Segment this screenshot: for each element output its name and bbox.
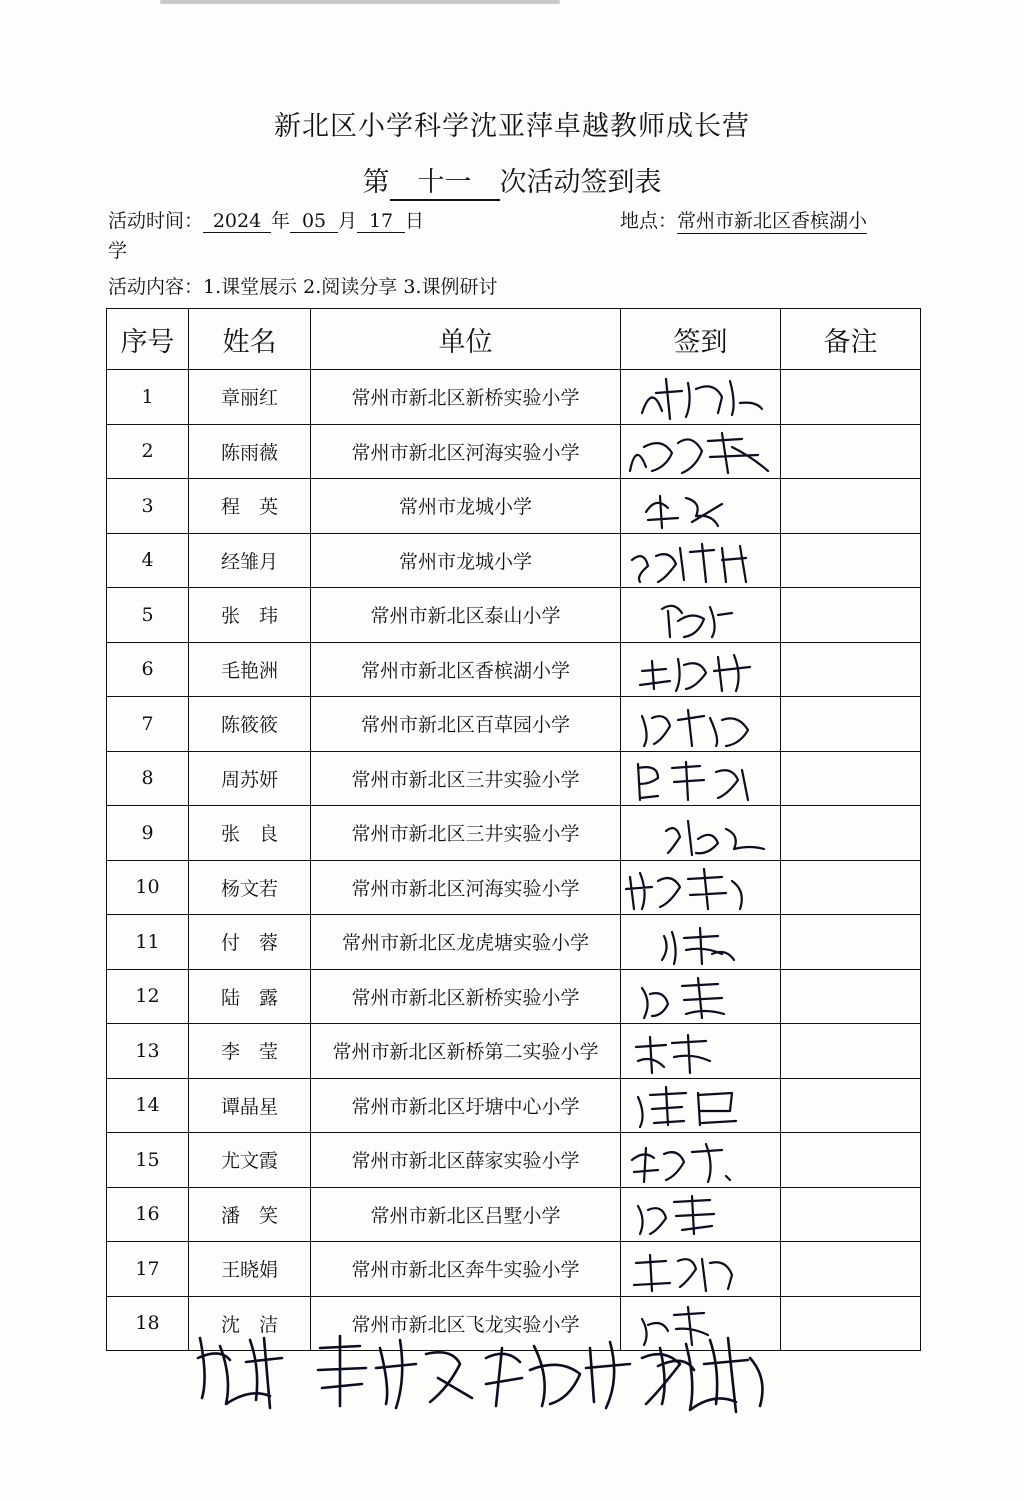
row-signature bbox=[621, 860, 781, 915]
handwritten-signature bbox=[622, 863, 772, 911]
place-value: 常州市新北区香槟湖小 bbox=[677, 206, 867, 234]
row-unit: 常州市新北区薛家实验小学 bbox=[311, 1133, 621, 1188]
page-subtitle bbox=[0, 160, 1024, 201]
row-number: 17 bbox=[107, 1242, 189, 1297]
row-number: 5 bbox=[107, 588, 189, 643]
row-remarks bbox=[781, 806, 921, 861]
row-signature bbox=[621, 1133, 781, 1188]
row-name: 沈 洁 bbox=[189, 1296, 311, 1351]
handwritten-signature bbox=[622, 700, 772, 748]
row-name: 周苏妍 bbox=[189, 751, 311, 806]
row-unit: 常州市新北区新桥实验小学 bbox=[311, 969, 621, 1024]
row-remarks bbox=[781, 1024, 921, 1079]
row-unit: 常州市新北区新桥第二实验小学 bbox=[311, 1024, 621, 1079]
row-remarks bbox=[781, 642, 921, 697]
month-value: 05 bbox=[290, 210, 338, 233]
handwritten-signature-footer bbox=[190, 1318, 790, 1418]
session-number: 十一 bbox=[390, 160, 500, 201]
table-row bbox=[107, 1024, 921, 1079]
table-row bbox=[107, 860, 921, 915]
row-signature bbox=[621, 1024, 781, 1079]
row-unit: 常州市新北区圩塘中心小学 bbox=[311, 1078, 621, 1133]
sign-in-table bbox=[106, 308, 921, 1351]
row-number: 7 bbox=[107, 697, 189, 752]
handwritten-signature bbox=[622, 754, 772, 802]
row-signature bbox=[621, 697, 781, 752]
year-unit: 年 bbox=[271, 210, 291, 232]
row-unit: 常州市新北区奔牛实验小学 bbox=[311, 1242, 621, 1297]
row-name: 谭晶星 bbox=[189, 1078, 311, 1133]
handwritten-signature bbox=[622, 536, 772, 584]
handwritten-signature bbox=[622, 1136, 772, 1184]
table-row bbox=[107, 1078, 921, 1133]
row-signature bbox=[621, 1078, 781, 1133]
handwritten-signature bbox=[622, 482, 772, 530]
row-signature bbox=[621, 588, 781, 643]
row-unit: 常州市新北区三井实验小学 bbox=[311, 751, 621, 806]
row-remarks bbox=[781, 1133, 921, 1188]
row-remarks bbox=[781, 697, 921, 752]
row-remarks bbox=[781, 479, 921, 534]
row-signature bbox=[621, 969, 781, 1024]
header-remarks: 备注 bbox=[781, 309, 921, 370]
activity-content bbox=[108, 272, 497, 299]
handwritten-signature bbox=[622, 373, 772, 421]
handwritten-signature bbox=[622, 645, 772, 693]
handwritten-signature bbox=[622, 918, 772, 966]
row-number: 1 bbox=[107, 370, 189, 425]
row-unit: 常州市新北区三井实验小学 bbox=[311, 806, 621, 861]
row-signature bbox=[621, 751, 781, 806]
handwritten-signature bbox=[622, 972, 772, 1020]
row-name: 张 玮 bbox=[189, 588, 311, 643]
handwritten-signature bbox=[622, 1245, 772, 1293]
header-no: 序号 bbox=[107, 309, 189, 370]
table-row bbox=[107, 1187, 921, 1242]
row-name: 经雏月 bbox=[189, 533, 311, 588]
handwritten-signature bbox=[622, 809, 772, 857]
row-number: 13 bbox=[107, 1024, 189, 1079]
header-unit: 单位 bbox=[311, 309, 621, 370]
table-row bbox=[107, 1133, 921, 1188]
row-name: 李 莹 bbox=[189, 1024, 311, 1079]
row-unit: 常州市新北区龙虎塘实验小学 bbox=[311, 915, 621, 970]
handwritten-signature bbox=[622, 427, 772, 475]
row-signature bbox=[621, 479, 781, 534]
table-row bbox=[107, 697, 921, 752]
row-number: 15 bbox=[107, 1133, 189, 1188]
row-remarks bbox=[781, 1187, 921, 1242]
row-number: 14 bbox=[107, 1078, 189, 1133]
row-remarks bbox=[781, 370, 921, 425]
page-title: 新北区小学科学沈亚萍卓越教师成长营 bbox=[274, 111, 750, 142]
row-signature bbox=[621, 424, 781, 479]
row-number: 10 bbox=[107, 860, 189, 915]
day-unit: 日 bbox=[405, 210, 425, 232]
table-header-row bbox=[107, 309, 921, 370]
place-label: 地点： bbox=[620, 210, 678, 232]
row-unit: 常州市新北区吕墅小学 bbox=[311, 1187, 621, 1242]
table-row bbox=[107, 1242, 921, 1297]
row-name: 程 英 bbox=[189, 479, 311, 534]
row-unit: 常州市新北区河海实验小学 bbox=[311, 424, 621, 479]
row-name: 毛艳洲 bbox=[189, 642, 311, 697]
table-row bbox=[107, 751, 921, 806]
table-row bbox=[107, 642, 921, 697]
row-name: 潘 笑 bbox=[189, 1187, 311, 1242]
row-remarks bbox=[781, 1296, 921, 1351]
row-number: 18 bbox=[107, 1296, 189, 1351]
day-value: 17 bbox=[357, 210, 405, 233]
row-unit: 常州市新北区香槟湖小学 bbox=[311, 642, 621, 697]
row-number: 9 bbox=[107, 806, 189, 861]
place-continuation: 学 bbox=[108, 240, 128, 262]
handwritten-signature bbox=[622, 1081, 772, 1129]
row-name: 尤文霞 bbox=[189, 1133, 311, 1188]
row-remarks bbox=[781, 424, 921, 479]
table-row bbox=[107, 479, 921, 534]
row-unit: 常州市新北区新桥实验小学 bbox=[311, 370, 621, 425]
scan-edge-mark bbox=[160, 0, 560, 4]
table-row bbox=[107, 588, 921, 643]
row-number: 11 bbox=[107, 915, 189, 970]
content-value: 1.课堂展示 2.阅读分享 3.课例研讨 bbox=[203, 276, 498, 298]
row-signature bbox=[621, 1242, 781, 1297]
row-signature bbox=[621, 370, 781, 425]
handwritten-signature bbox=[622, 1190, 772, 1238]
row-signature bbox=[621, 915, 781, 970]
row-signature bbox=[621, 806, 781, 861]
month-unit: 月 bbox=[338, 210, 358, 232]
row-signature bbox=[621, 533, 781, 588]
handwritten-signature bbox=[622, 1027, 772, 1075]
row-unit: 常州市新北区泰山小学 bbox=[311, 588, 621, 643]
header-name: 姓名 bbox=[189, 309, 311, 370]
row-name: 陆 露 bbox=[189, 969, 311, 1024]
row-number: 12 bbox=[107, 969, 189, 1024]
row-unit: 常州市新北区百草园小学 bbox=[311, 697, 621, 752]
row-name: 王晓娟 bbox=[189, 1242, 311, 1297]
year-value: 2024 bbox=[203, 210, 271, 233]
table-row bbox=[107, 533, 921, 588]
row-unit: 常州市新北区河海实验小学 bbox=[311, 860, 621, 915]
row-name: 杨文若 bbox=[189, 860, 311, 915]
row-remarks bbox=[781, 860, 921, 915]
row-signature bbox=[621, 1187, 781, 1242]
row-number: 16 bbox=[107, 1187, 189, 1242]
row-number: 6 bbox=[107, 642, 189, 697]
row-remarks bbox=[781, 533, 921, 588]
subtitle-prefix: 第 bbox=[362, 167, 390, 198]
table-row bbox=[107, 915, 921, 970]
row-unit: 常州市龙城小学 bbox=[311, 479, 621, 534]
row-unit: 常州市新北区飞龙实验小学 bbox=[311, 1296, 621, 1351]
handwritten-signature bbox=[622, 591, 772, 639]
row-remarks bbox=[781, 1242, 921, 1297]
row-name: 付 蓉 bbox=[189, 915, 311, 970]
row-number: 8 bbox=[107, 751, 189, 806]
row-number: 2 bbox=[107, 424, 189, 479]
row-name: 陈筱筱 bbox=[189, 697, 311, 752]
row-name: 陈雨薇 bbox=[189, 424, 311, 479]
row-number: 3 bbox=[107, 479, 189, 534]
activity-time bbox=[108, 206, 424, 233]
table-row bbox=[107, 806, 921, 861]
row-remarks bbox=[781, 588, 921, 643]
table-row bbox=[107, 370, 921, 425]
subtitle-suffix: 次活动签到表 bbox=[499, 167, 662, 198]
table-row bbox=[107, 424, 921, 479]
row-signature bbox=[621, 642, 781, 697]
row-remarks bbox=[781, 969, 921, 1024]
content-label: 活动内容： bbox=[108, 276, 204, 298]
row-remarks bbox=[781, 1078, 921, 1133]
row-number: 4 bbox=[107, 533, 189, 588]
row-unit: 常州市龙城小学 bbox=[311, 533, 621, 588]
row-remarks bbox=[781, 915, 921, 970]
row-name: 章丽红 bbox=[189, 370, 311, 425]
header-signature: 签到 bbox=[621, 309, 781, 370]
row-remarks bbox=[781, 751, 921, 806]
time-label: 活动时间： bbox=[108, 210, 204, 232]
table-row bbox=[107, 969, 921, 1024]
row-name: 张 良 bbox=[189, 806, 311, 861]
activity-place bbox=[620, 206, 867, 234]
